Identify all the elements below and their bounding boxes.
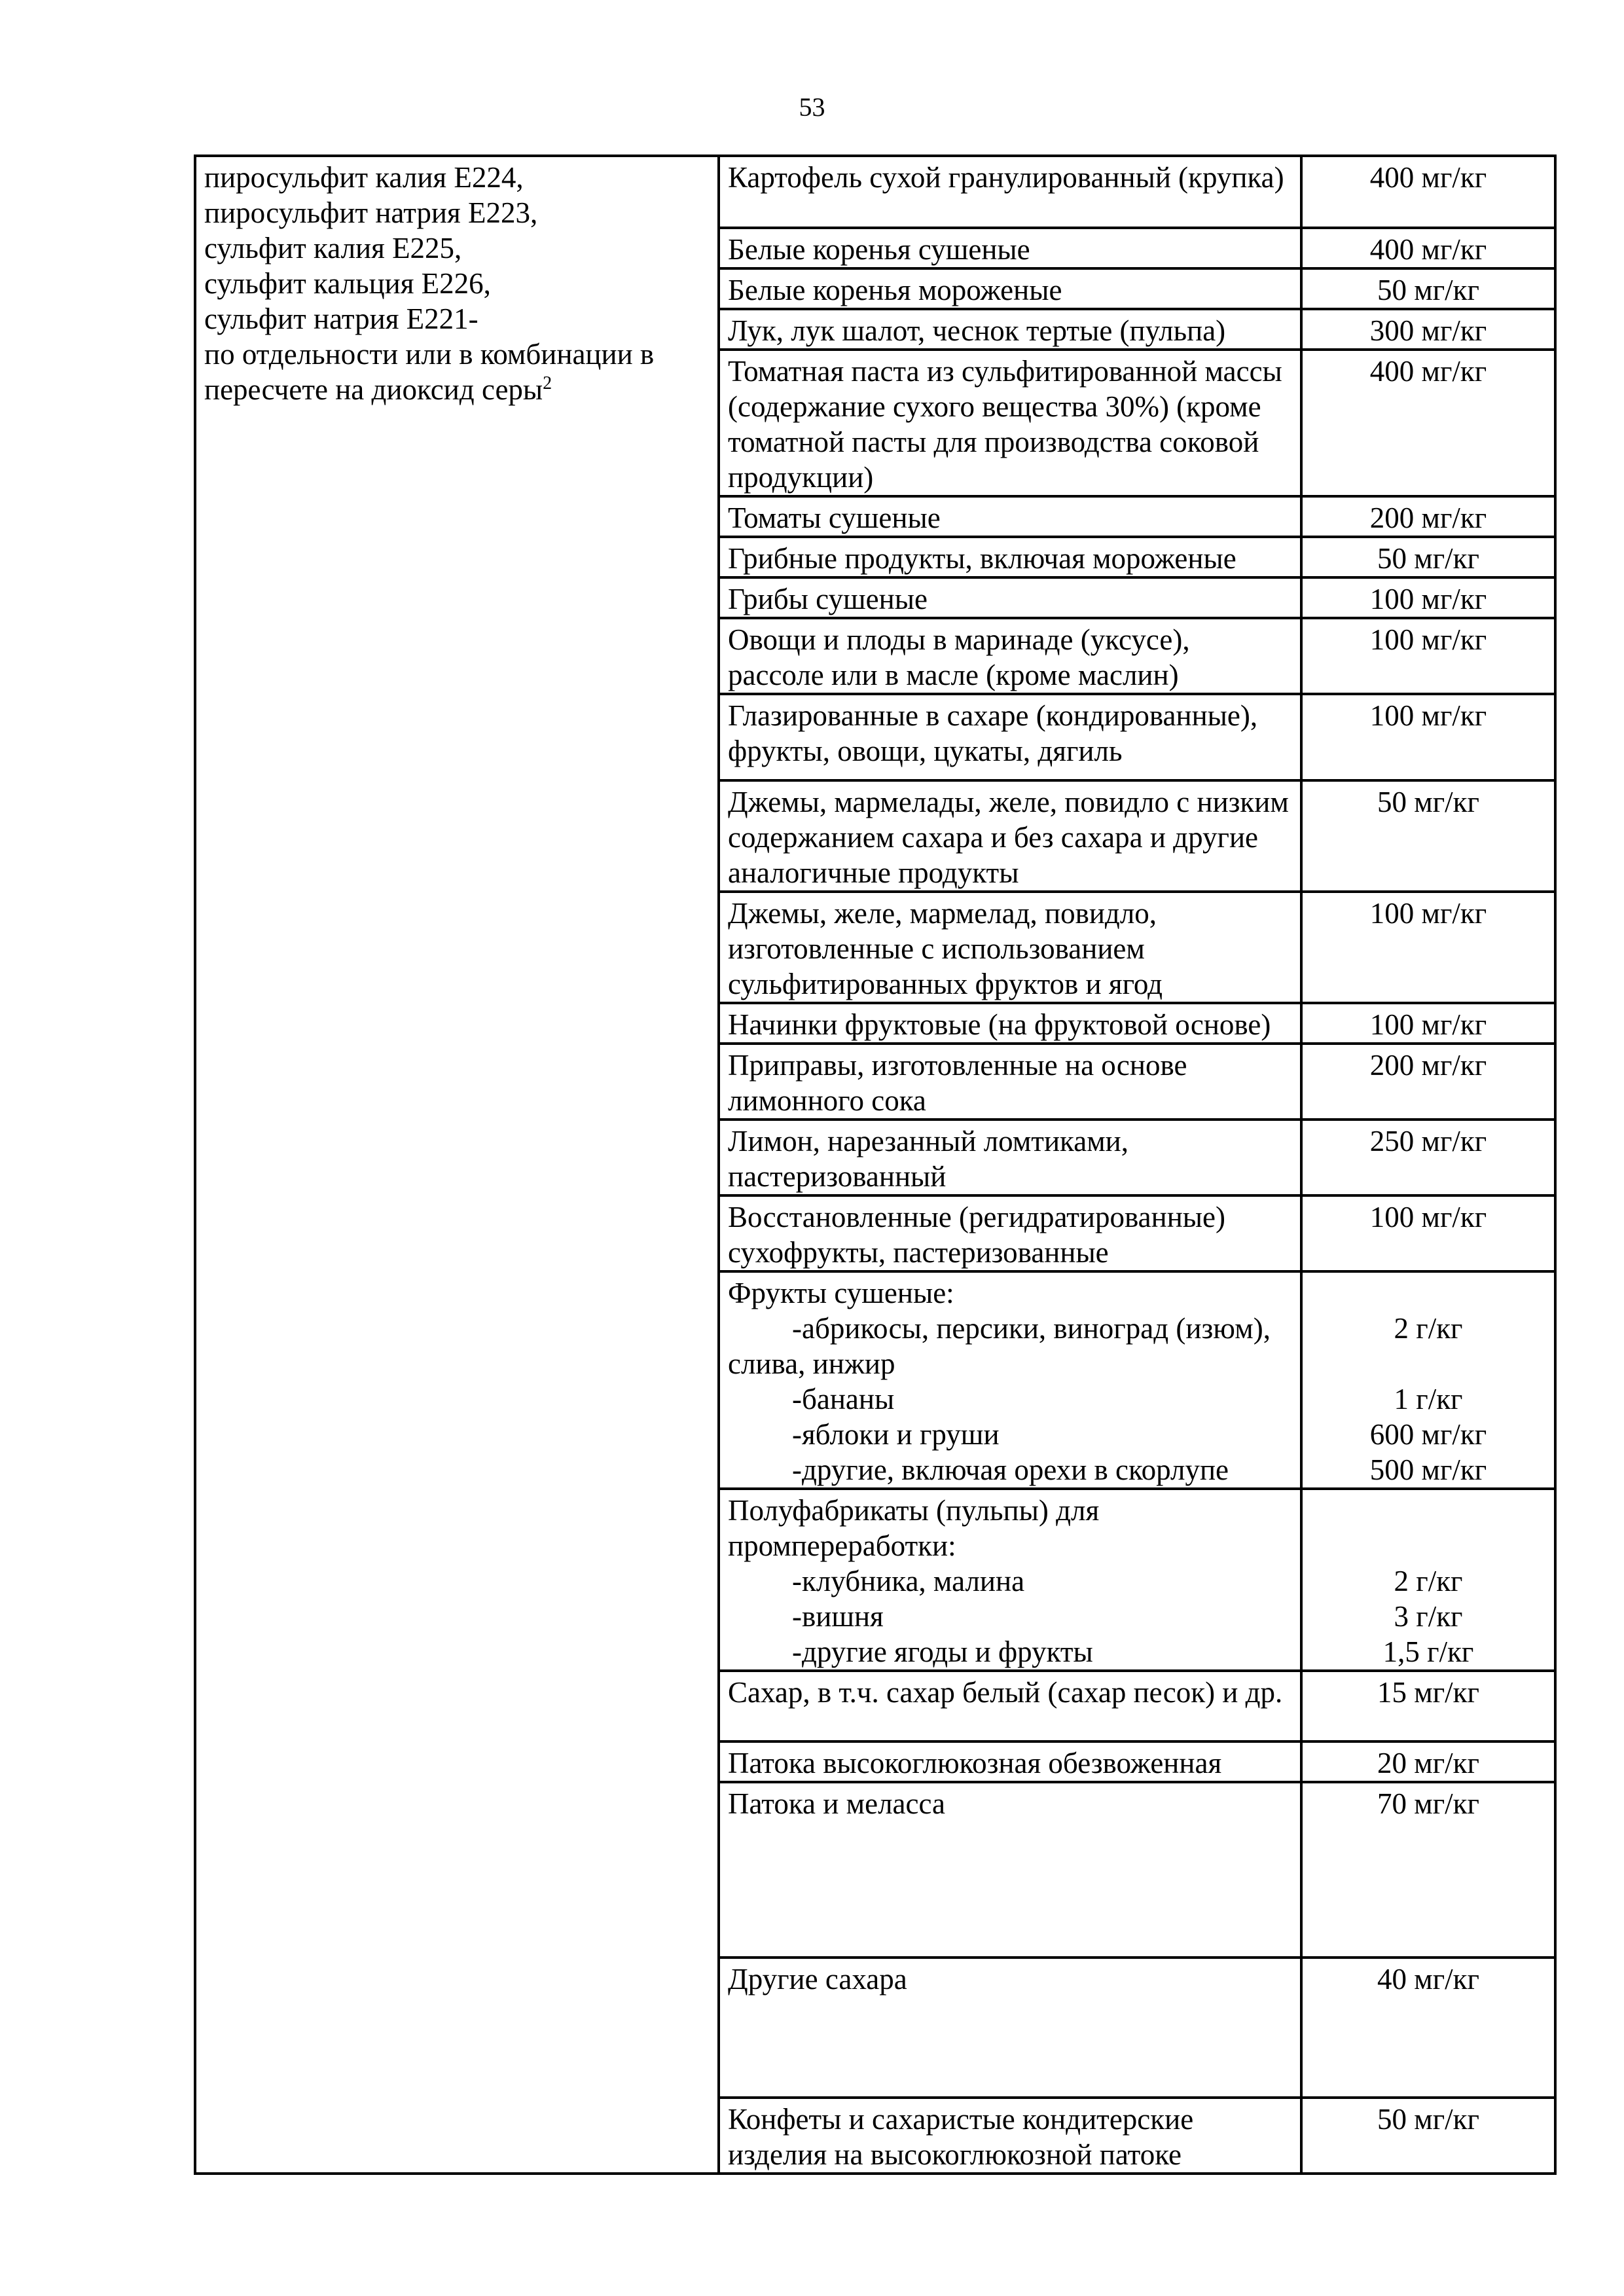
additive-name: пиросульфит калия Е224,	[204, 161, 524, 194]
additive-name: пиросульфит натрия Е223,	[204, 196, 538, 229]
product-cell: Томатная паста из сульфитированной массы (содержание сухого вещества 30%) (кроме томатной пасты для производства соковой продукции)	[719, 350, 1301, 496]
semi-products-cell	[719, 1489, 1301, 1671]
product-cell: Приправы, изготовленные на основе лимонного сока	[719, 1044, 1301, 1120]
limit-cell: 15 мг/кг	[1301, 1671, 1555, 1741]
limit-cell: 100 мг/кг	[1301, 1195, 1555, 1271]
additive-name: сульфит калия Е225,	[204, 232, 462, 264]
semi-product-item: -другие ягоды и фрукты	[792, 1635, 1093, 1668]
limit-cell: 70 мг/кг	[1301, 1782, 1555, 1958]
dried-fruit-item: -бананы	[792, 1383, 895, 1415]
limit-value: 2 г/кг	[1394, 1312, 1463, 1345]
semi-products-limits-cell	[1301, 1489, 1555, 1671]
limit-cell: 250 мг/кг	[1301, 1120, 1555, 1195]
additive-names-cell	[195, 156, 719, 2174]
page-number: 53	[799, 92, 825, 122]
product-cell: Джемы, мармелады, желе, повидло с низким содержанием сахара и без сахара и другие аналогичные продукты	[719, 780, 1301, 892]
product-cell: Овощи и плоды в маринаде (уксусе), рассоле или в масле (кроме маслин)	[719, 618, 1301, 694]
limit-value: 1 г/кг	[1394, 1383, 1463, 1415]
product-cell: Конфеты и сахаристые кондитерские изделия на высокоглюкозной патоке	[719, 2098, 1301, 2174]
additive-name: сульфит кальция Е226,	[204, 267, 491, 300]
limit-cell: 400 мг/кг	[1301, 156, 1555, 228]
limit-value: 2 г/кг	[1394, 1565, 1463, 1597]
limit-cell: 300 мг/кг	[1301, 309, 1555, 350]
limit-cell: 50 мг/кг	[1301, 268, 1555, 309]
limit-value: 500 мг/кг	[1369, 1453, 1487, 1486]
limit-cell: 100 мг/кг	[1301, 694, 1555, 780]
product-cell: Лук, лук шалот, чеснок тертые (пульпа)	[719, 309, 1301, 350]
product-cell: Грибные продукты, включая мороженые	[719, 537, 1301, 577]
additive-name: пересчете на диоксид серы	[204, 373, 543, 406]
product-cell: Джемы, желе, мармелад, повидло, изготовленные с использованием сульфитированных фруктов и ягод	[719, 892, 1301, 1003]
limit-cell: 200 мг/кг	[1301, 1044, 1555, 1120]
additive-name: сульфит натрия Е221-	[204, 302, 478, 335]
limit-cell: 50 мг/кг	[1301, 537, 1555, 577]
product-cell: Глазированные в сахаре (кондированные), фрукты, овощи, цукаты, дягиль	[719, 694, 1301, 780]
product-cell: Белые коренья сушеные	[719, 228, 1301, 268]
product-cell: Другие сахара	[719, 1958, 1301, 2098]
table-row	[195, 156, 1555, 228]
limit-cell: 100 мг/кг	[1301, 892, 1555, 1003]
dried-fruits-limits-cell	[1301, 1271, 1555, 1489]
limit-value: 1,5 г/кг	[1382, 1635, 1474, 1668]
limit-cell: 200 мг/кг	[1301, 496, 1555, 537]
product-cell: Восстановленные (регидратированные) сухофрукты, пастеризованные	[719, 1195, 1301, 1271]
dried-fruit-item: -другие, включая орехи в скорлупе	[792, 1453, 1229, 1486]
limit-cell: 400 мг/кг	[1301, 228, 1555, 268]
dried-fruit-item: -яблоки и груши	[792, 1418, 1000, 1451]
product-cell: Начинки фруктовые (на фруктовой основе)	[719, 1003, 1301, 1044]
product-cell: Белые коренья мороженые	[719, 268, 1301, 309]
product-cell: Сахар, в т.ч. сахар белый (сахар песок) и др.	[719, 1671, 1301, 1741]
dried-fruit-item-continuation: слива, инжир	[728, 1347, 895, 1380]
limit-cell: 400 мг/кг	[1301, 350, 1555, 496]
additive-name: по отдельности или в комбинации в	[204, 338, 655, 371]
semi-product-item: -клубника, малина	[792, 1565, 1025, 1597]
additive-limits-table	[194, 155, 1557, 2175]
product-cell: Грибы сушеные	[719, 577, 1301, 618]
semi-products-heading-2: промпереработки:	[728, 1529, 956, 1562]
limit-cell: 50 мг/кг	[1301, 2098, 1555, 2174]
product-cell: Лимон, нарезанный ломтиками, пастеризованный	[719, 1120, 1301, 1195]
limit-cell: 40 мг/кг	[1301, 1958, 1555, 2098]
limit-value: 3 г/кг	[1394, 1600, 1463, 1633]
dried-fruit-item: -абрикосы, персики, виноград (изюм),	[792, 1312, 1271, 1345]
product-cell: Картофель сухой гранулированный (крупка)	[719, 156, 1301, 228]
limit-cell: 100 мг/кг	[1301, 618, 1555, 694]
limit-cell: 100 мг/кг	[1301, 577, 1555, 618]
limit-value: 600 мг/кг	[1369, 1418, 1487, 1451]
semi-products-heading: Полуфабрикаты (пульпы) для	[728, 1494, 1100, 1527]
product-cell: Томаты сушеные	[719, 496, 1301, 537]
product-cell: Патока и меласса	[719, 1782, 1301, 1958]
semi-product-item: -вишня	[792, 1600, 884, 1633]
dried-fruits-heading: Фрукты сушеные:	[728, 1277, 954, 1309]
dried-fruits-cell	[719, 1271, 1301, 1489]
product-cell: Патока высокоглюкозная обезвоженная	[719, 1741, 1301, 1782]
limit-cell: 100 мг/кг	[1301, 1003, 1555, 1044]
footnote-mark: 2	[543, 373, 552, 393]
additive-name-last	[204, 372, 710, 407]
limit-cell: 20 мг/кг	[1301, 1741, 1555, 1782]
limit-cell: 50 мг/кг	[1301, 780, 1555, 892]
